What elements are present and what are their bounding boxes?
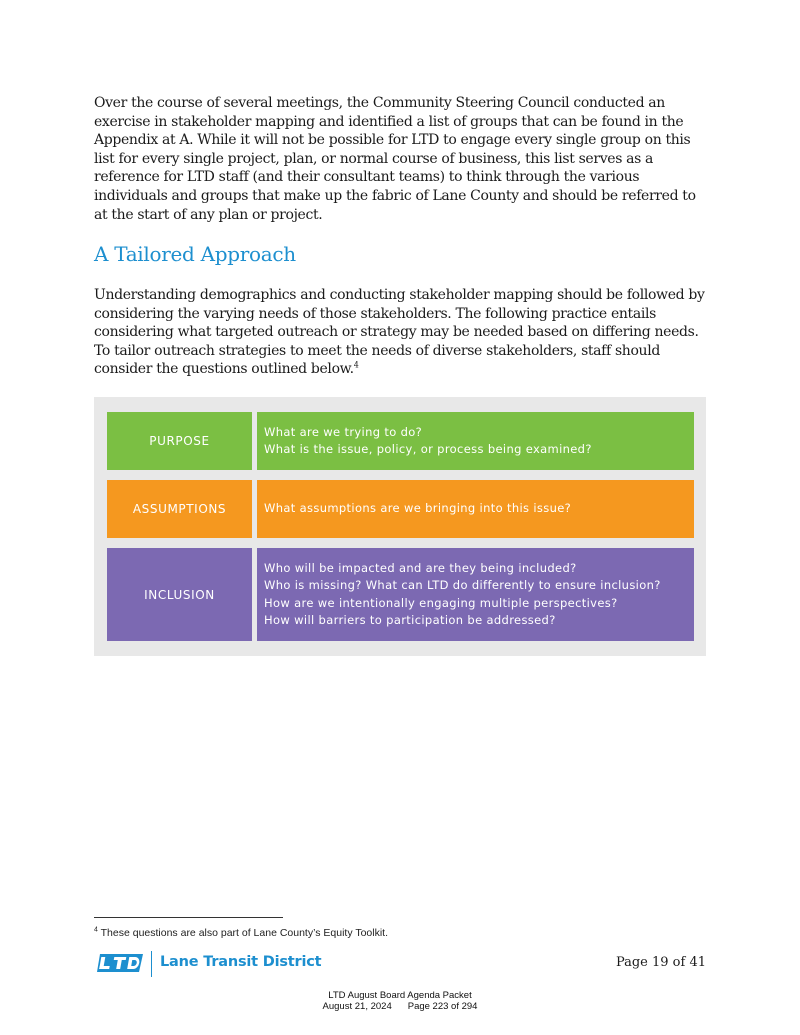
question-line: Who is missing? What can LTD do differently to ensure inclusion? xyxy=(264,578,661,593)
ltd-logo-icon xyxy=(97,953,145,973)
assumptions-questions xyxy=(257,480,694,538)
packet-date: August 21, 2024 xyxy=(322,1001,392,1012)
question-line: How are we intentionally engaging multiple perspectives? xyxy=(264,595,618,610)
intro-paragraph: Over the course of several meetings, the Community Steering Council conducted an exercise in stakeholder mapping and identified a list of groups that can be found in the Appendix at A. While it will not be possible for LTD to engage every single group on this list for every single project, plan, or normal course of business, this list serves as a reference for LTD staff (and their consultant teams) to think through the various individuals and groups that make up the fabric of Lane County and should be referred to at the start of any plan or project. xyxy=(94,95,696,223)
footnote-divider xyxy=(94,917,283,918)
inclusion-row xyxy=(107,548,694,641)
approach-paragraph-text: Understanding demographics and conducting stakeholder mapping should be followed by considering the varying needs of those stakeholders. The following practice entails considering what targeted outreach or strategy may be needed based on differing needs. To tailor outreach strategies to meet the needs of diverse stakeholders, staff should consider the questions outlined below. xyxy=(94,287,705,378)
page-number: Page 19 of 41 xyxy=(615,955,706,970)
organization-name: Lane Transit District xyxy=(160,954,322,970)
logo-divider xyxy=(151,951,152,977)
footnote-ref: 4 xyxy=(353,360,359,370)
questions-panel xyxy=(94,397,706,656)
inclusion-label: INCLUSION xyxy=(107,548,252,641)
question-line: What assumptions are we bringing into this issue? xyxy=(264,501,572,516)
footnote-text: These questions are also part of Lane County’s Equity Toolkit. xyxy=(97,927,388,939)
packet-stamp-title: LTD August Board Agenda Packet xyxy=(328,990,472,1001)
assumptions-label: ASSUMPTIONS xyxy=(107,480,252,538)
purpose-label: PURPOSE xyxy=(107,412,252,470)
packet-page: Page 223 of 294 xyxy=(407,1001,478,1012)
purpose-row xyxy=(107,412,694,470)
question-line: What is the issue, policy, or process being examined? xyxy=(264,442,592,456)
section-heading: A Tailored Approach xyxy=(94,242,296,266)
footnote xyxy=(94,927,388,939)
assumptions-row xyxy=(107,480,694,538)
footnote-number: 4 xyxy=(94,926,98,934)
purpose-questions xyxy=(257,412,694,470)
inclusion-questions xyxy=(257,548,694,641)
question-line: Who will be impacted and are they being included? xyxy=(264,560,577,575)
question-line: How will barriers to participation be addressed? xyxy=(264,612,556,627)
question-line: What are we trying to do? xyxy=(264,424,423,439)
approach-paragraph xyxy=(94,286,708,379)
packet-stamp-info xyxy=(0,1001,800,1012)
